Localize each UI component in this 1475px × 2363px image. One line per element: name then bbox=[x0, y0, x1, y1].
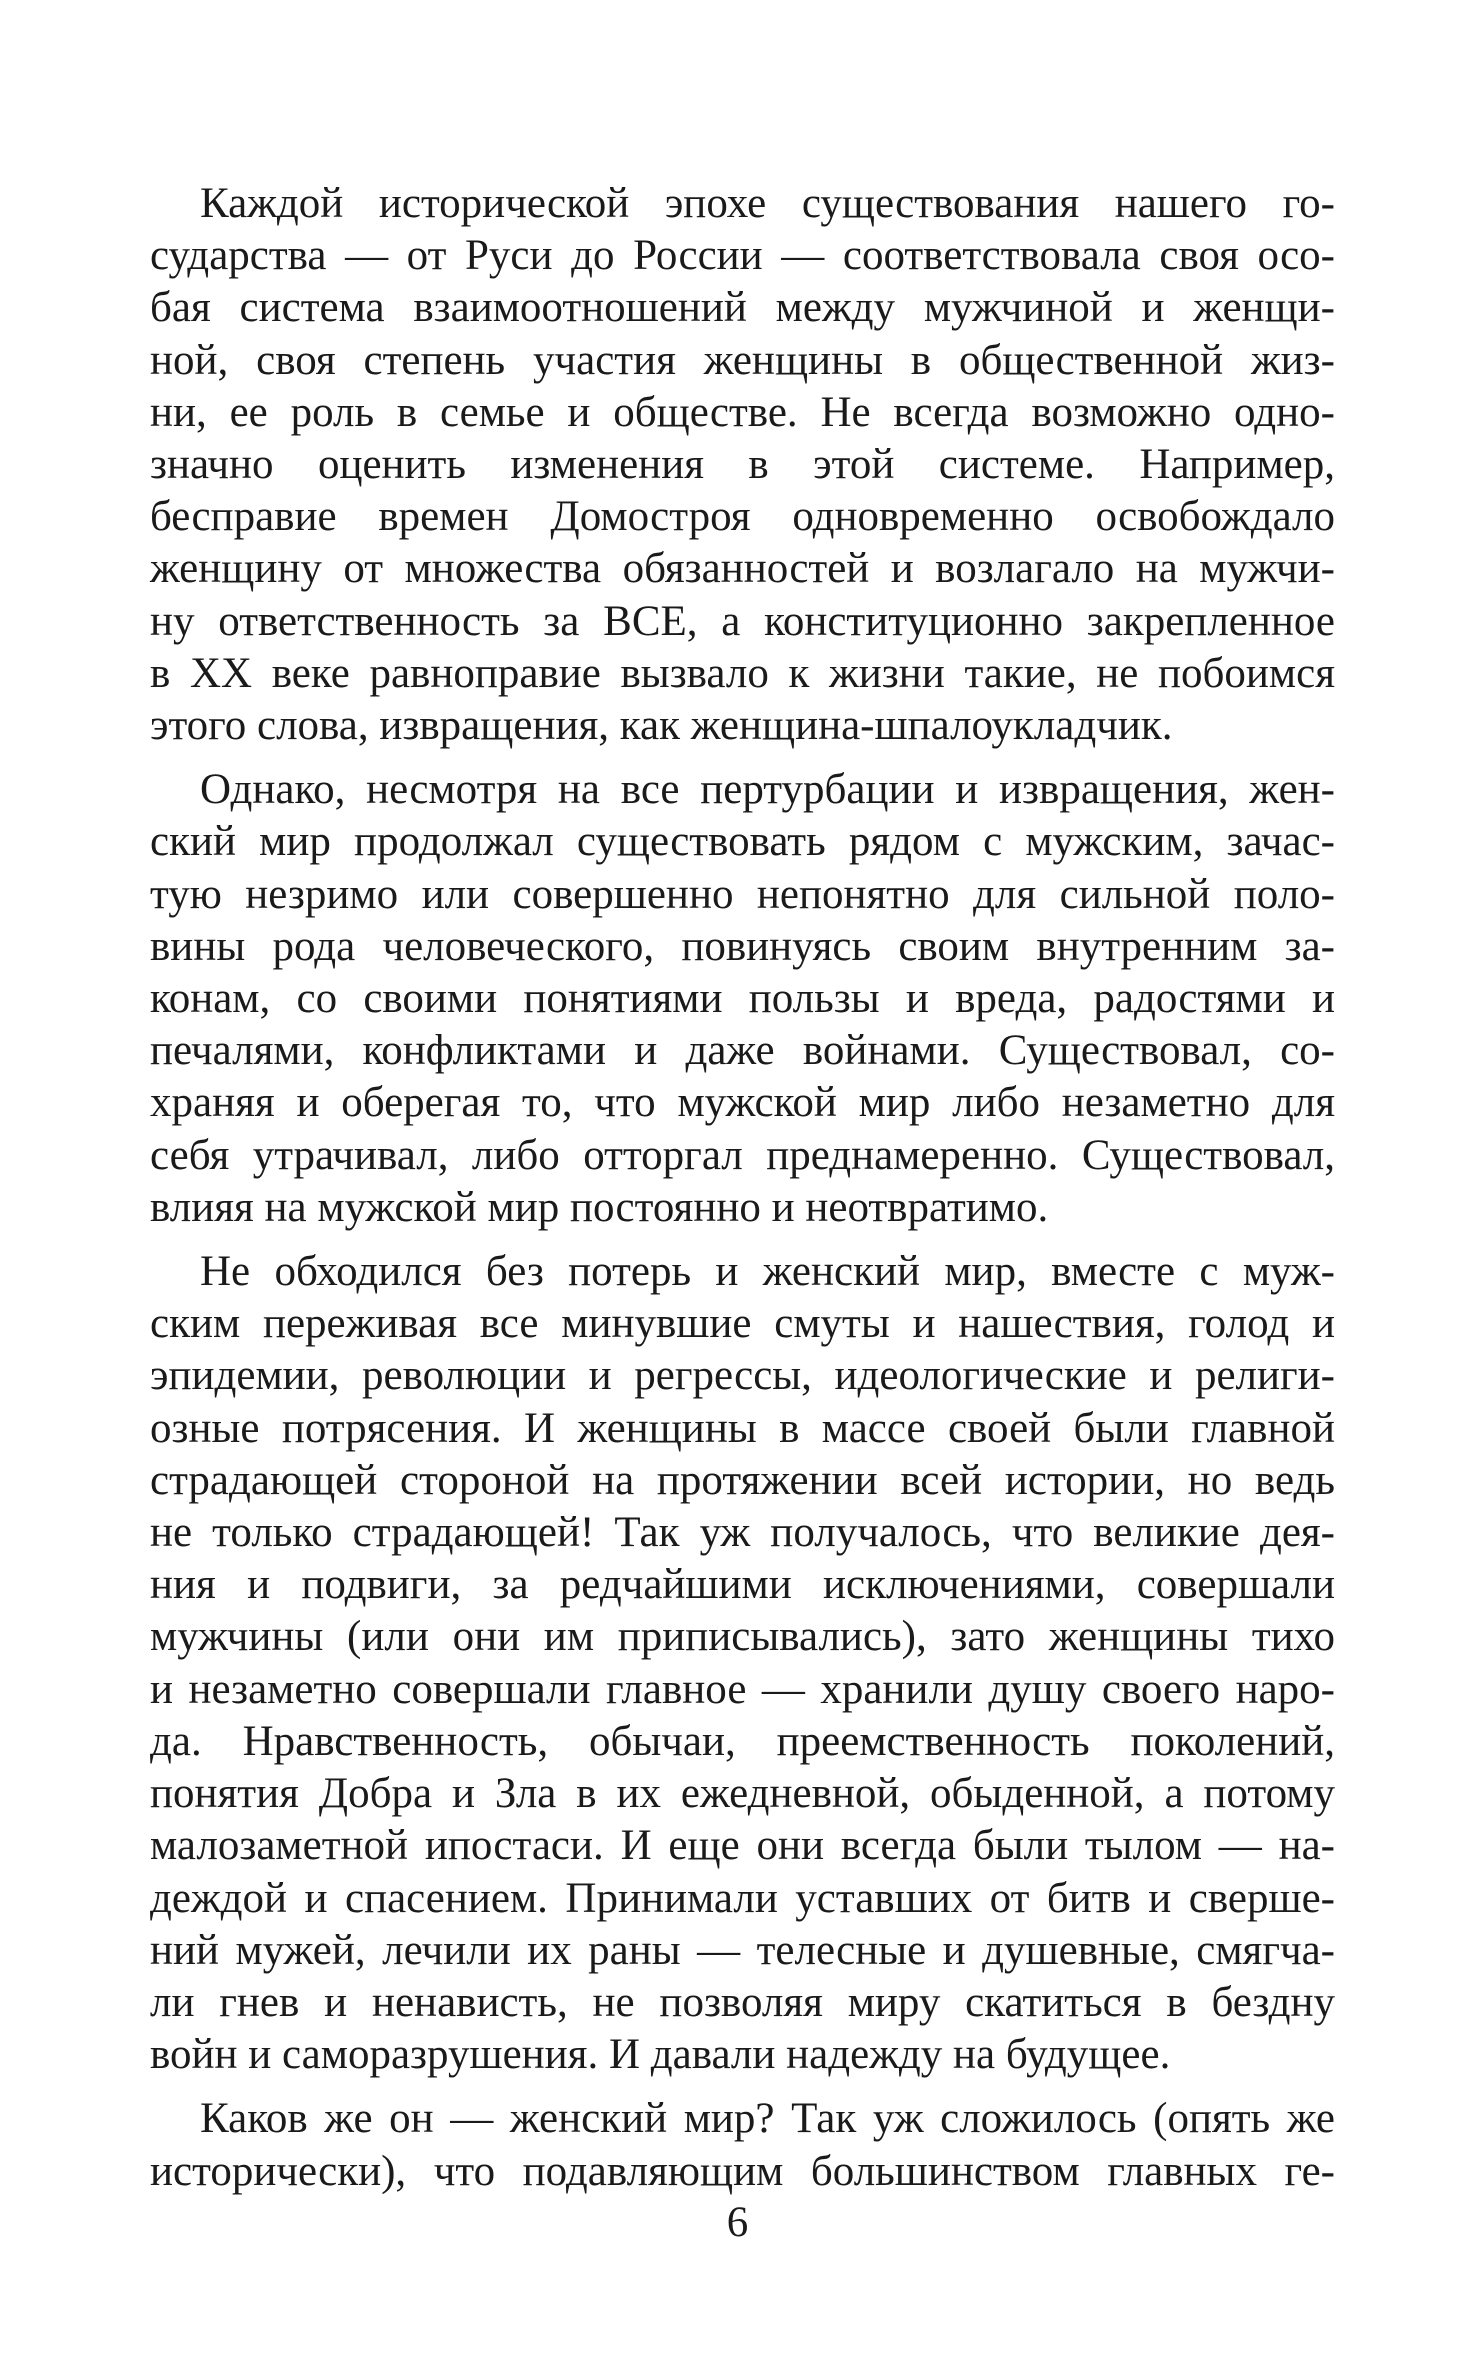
text-line: женщину от множества обязанностей и возлагало на мужчи- bbox=[150, 545, 1335, 593]
page-number: 6 bbox=[726, 2199, 749, 2246]
text-line: Однако, несмотря на все пертурбации и извращения, жен- bbox=[200, 766, 1335, 814]
text-line: ни, ее роль в семье и обществе. Не всегда возможно одно- bbox=[150, 388, 1335, 436]
text-line: малозаметной ипостаси. И еще они всегда были тылом — на- bbox=[150, 1822, 1335, 1870]
text-line: ским переживая все минувшие смуты и нашествия, голод и bbox=[150, 1300, 1335, 1348]
text-line: бесправие времен Домостроя одновременно освобождало bbox=[150, 493, 1335, 541]
text-line: войн и саморазрушения. И давали надежду на будущее. bbox=[150, 2031, 1171, 2079]
text-line: и незаметно совершали главное — хранили душу своего наро- bbox=[150, 1665, 1335, 1713]
paragraph-1 bbox=[150, 178, 1335, 752]
text-line: значно оценить изменения в этой системе. Например, bbox=[150, 441, 1335, 489]
text-line: влияя на мужской мир постоянно и неотвратимо. bbox=[150, 1183, 1049, 1231]
page-body bbox=[150, 178, 1335, 2210]
text-line: Не обходился без потерь и женский мир, вместе с муж- bbox=[200, 1248, 1335, 1296]
text-line: в XX веке равноправие вызвало к жизни такие, не побоимся bbox=[150, 649, 1335, 697]
text-line: бая система взаимоотношений между мужчиной и женщи- bbox=[150, 284, 1335, 332]
text-line: ский мир продолжал существовать рядом с мужским, зачас- bbox=[150, 818, 1335, 866]
text-line: деждой и спасением. Принимали уставших от битв и сверше- bbox=[150, 1874, 1335, 1922]
text-line: тую незримо или совершенно непонятно для сильной поло- bbox=[150, 870, 1335, 918]
text-line: вины рода человеческого, повинуясь своим внутренним за- bbox=[150, 922, 1335, 970]
text-line: ний мужей, лечили их раны — телесные и душевные, смягча- bbox=[150, 1926, 1335, 1974]
text-line: Каков же он — женский мир? Так уж сложилось (опять же bbox=[200, 2095, 1335, 2143]
text-line: понятия Добра и Зла в их ежедневной, обыденной, а потому bbox=[150, 1770, 1335, 1818]
paragraph-3 bbox=[150, 1246, 1335, 2081]
text-line: сударства — от Руси до России — соответствовала своя осо- bbox=[150, 232, 1335, 280]
text-line: ния и подвиги, за редчайшими исключениями, совершали bbox=[150, 1561, 1335, 1609]
text-line: ли гнев и ненависть, не позволяя миру скатиться в бездну bbox=[150, 1978, 1335, 2026]
text-line: ну ответственность за ВСЕ, а конституционно закрепленное bbox=[150, 597, 1335, 645]
text-line: ной, своя степень участия женщины в общественной жиз- bbox=[150, 336, 1335, 384]
paragraph-2 bbox=[150, 764, 1335, 1234]
paragraph-4 bbox=[150, 2093, 1335, 2197]
text-line: конам, со своими понятиями пользы и вреда, радостями и bbox=[150, 975, 1335, 1023]
text-line: храняя и оберегая то, что мужской мир либо незаметно для bbox=[150, 1079, 1335, 1127]
text-line: страдающей стороной на протяжении всей истории, но ведь bbox=[150, 1456, 1335, 1504]
text-line: эпидемии, революции и регрессы, идеологические и религи- bbox=[150, 1352, 1335, 1400]
text-line: исторически), что подавляющим большинством главных ге- bbox=[150, 2147, 1335, 2195]
text-line: Каждой исторической эпохе существования нашего го- bbox=[200, 180, 1335, 227]
text-line: мужчины (или они им приписывались), зато женщины тихо bbox=[150, 1613, 1335, 1661]
text-line: себя утрачивал, либо отторгал преднамеренно. Существовал, bbox=[150, 1131, 1335, 1179]
text-line: да. Нравственность, обычаи, преемственность поколений, bbox=[150, 1717, 1335, 1765]
text-line: печалями, конфликтами и даже войнами. Существовал, со- bbox=[150, 1027, 1335, 1075]
text-line: этого слова, извращения, как женщина-шпалоукладчик. bbox=[150, 702, 1173, 750]
text-line: озные потрясения. И женщины в массе своей были главной bbox=[150, 1404, 1335, 1452]
text-line: не только страдающей! Так уж получалось, что великие дея- bbox=[150, 1509, 1335, 1557]
